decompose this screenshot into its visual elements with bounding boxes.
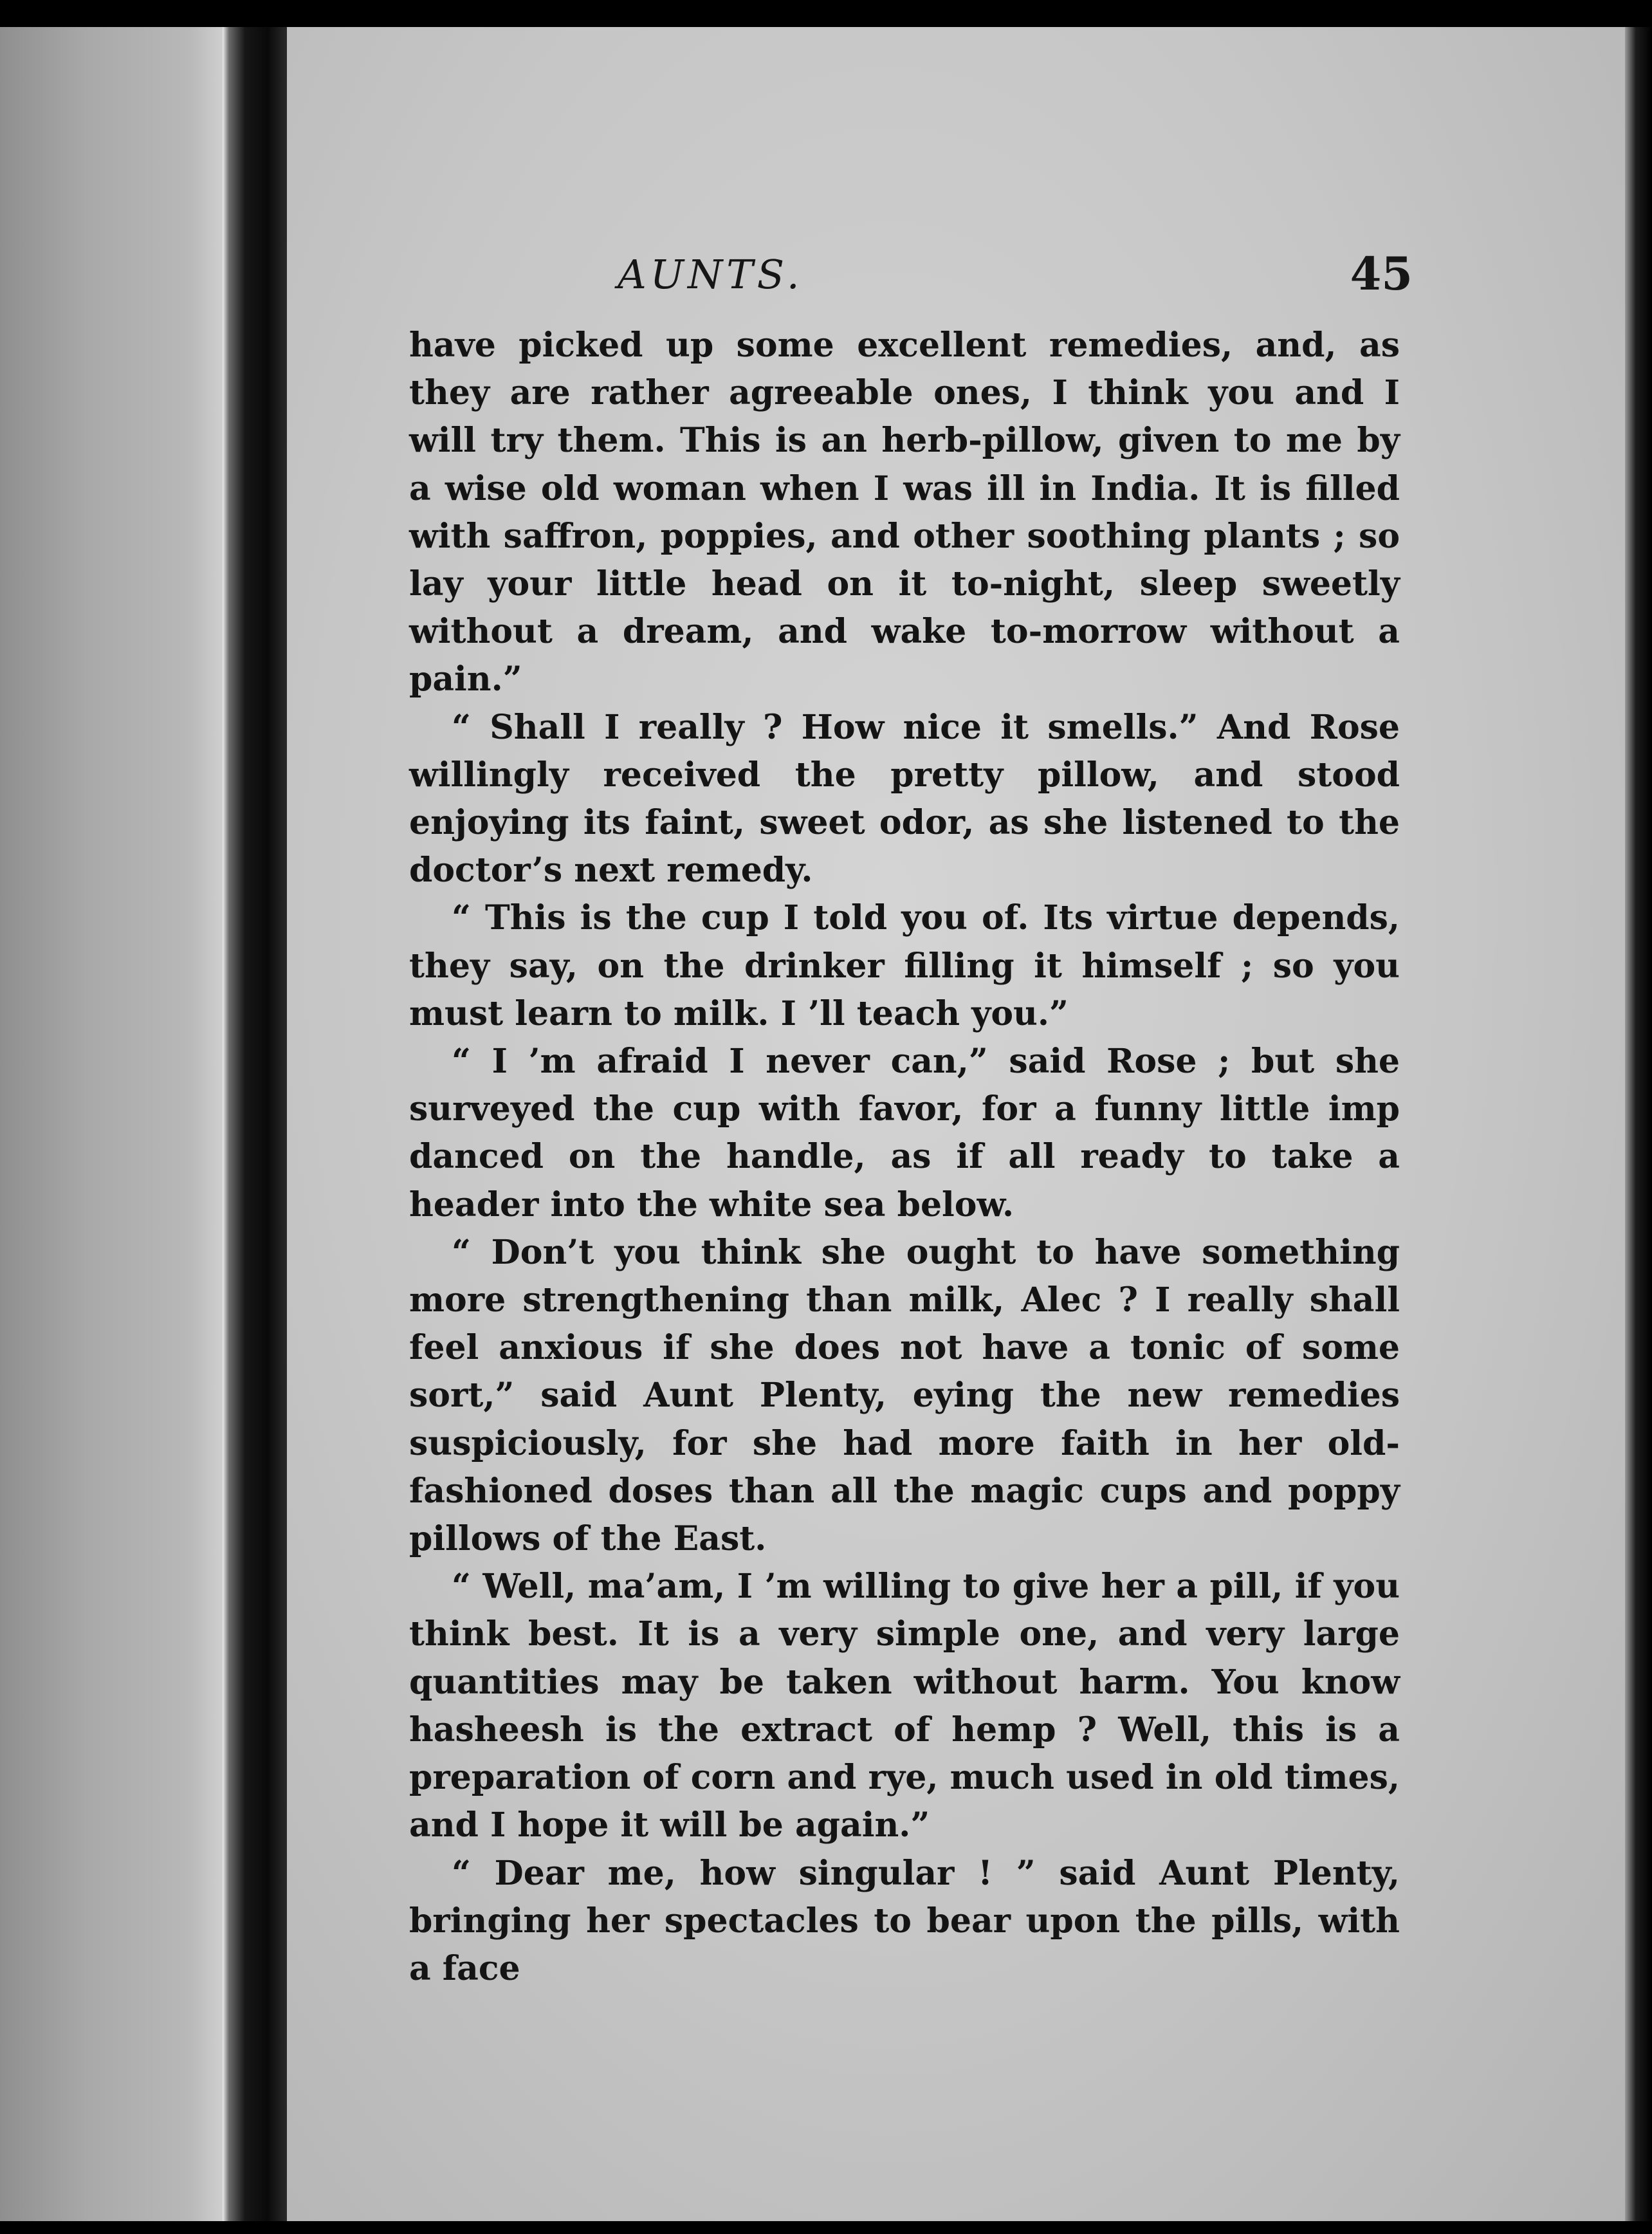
page-right-edge [1625,27,1652,2221]
paragraph-4: “ I ’m afraid I never can,” said Rose ; but she surveyed the cup with favor, for a funny little imp danced on the handle, as if all ready to take a header into the white sea below. [409,1042,1400,1224]
scan-border-bottom [0,2221,1652,2234]
paragraph-6: “ Well, ma’am, I ’m willing to give her a pill, if you think best. It is a very simple one, and very large quantities may be taken without harm. You know hasheesh is the extract of hemp ? Well, this is a preparation of corn and rye, much used in old times, and I hope it will be again.” [409,1567,1400,1845]
paragraph-2: “ Shall I really ? How nice it smells.” And Rose willingly received the pretty pillow, and stood enjoying its faint, sweet odor, as she listened to the doctor’s next remedy. [409,707,1400,891]
scan-border-top [0,0,1652,27]
running-head [412,247,1413,322]
paragraph-5: “ Don’t you think she ought to have something more strengthening than milk, Alec ? I really shall feel anxious if she does not have a tonic of some sort,” said Aunt Plenty, eying the new remedies suspiciously, for she had more faith in her old-fashioned doses than all the magic cups and poppy pillows of the East. [409,1232,1400,1559]
running-title: AUNTS. [618,251,803,298]
book-gutter [223,27,287,2221]
paragraph-1: have picked up some excellent remedies, and, as they are rather agreeable ones, I think you and I will try them. This is an herb-pillow, given to me by a wise old woman when I was ill in India. It is filled with saffron, poppies, and other soothing plants ; so lay your little head on it to-night, sleep sweetly without a dream, and wake to-morrow without a pain.” [409,326,1400,699]
facing-page-edge [0,27,223,2221]
paragraph-3: “ This is the cup I told you of. Its virtue depends, they say, on the drinker filling it himself ; so you must learn to milk. I ’ll teach you.” [409,898,1400,1033]
body-text [409,322,1400,1993]
paragraph-7: “ Dear me, how singular ! ” said Aunt Plenty, bringing her spectacles to bear upon the pills, with a face [409,1853,1400,1988]
page-number: 45 [1350,247,1413,300]
